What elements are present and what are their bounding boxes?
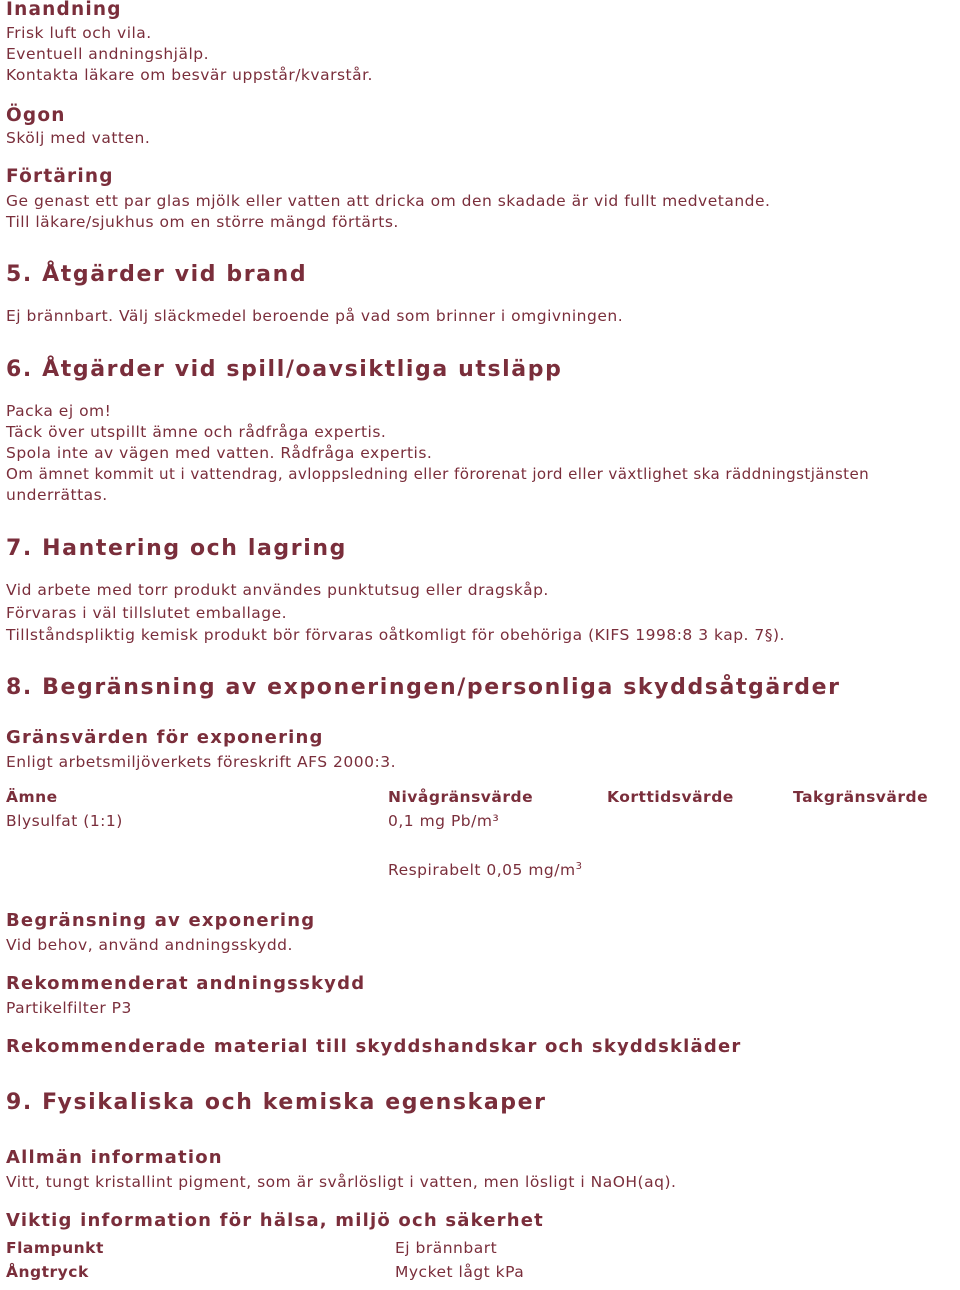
fortaring-heading: Förtäring (6, 166, 114, 187)
section6-line-2: Täck över utspillt ämne och rådfråga expertis. (6, 423, 387, 441)
fortaring-line-1: Ge genast ett par glas mjölk eller vatten att dricka om den skadade är vid fullt medvetande. (6, 192, 771, 210)
ogon-heading: Ögon (6, 105, 66, 126)
section7-line-2: Förvaras i väl tillslutet emballage. (6, 604, 288, 622)
table-header-ceiling: Takgränsvärde (793, 788, 929, 806)
table-header-substance: Ämne (6, 788, 58, 806)
respirable-text: Respirabelt 0,05 mg/m (388, 861, 576, 879)
fortaring-line-2: Till läkare/sjukhus om en större mängd förtärts. (6, 213, 399, 231)
important-heading: Viktig information för hälsa, miljö och säkerhet (6, 1210, 544, 1231)
table-header-short-term: Korttidsvärde (607, 788, 734, 806)
section7-line-3: Tillståndspliktig kemisk produkt bör förvaras oåtkomligt för obehöriga (KIFS 1998:8 3 kap. 7§). (6, 626, 785, 644)
inandning-line-1: Frisk luft och vila. (6, 24, 152, 42)
respiratory-text: Partikelfilter P3 (6, 999, 132, 1017)
section6-line-3: Spola inte av vägen med vatten. Rådfråga expertis. (6, 444, 433, 462)
section7-line-1: Vid arbete med torr produkt användes punktutsug eller dragskåp. (6, 581, 549, 599)
material-heading: Rekommenderade material till skyddshandskar och skyddskläder (6, 1036, 742, 1057)
section6-line-5: underrättas. (6, 486, 108, 504)
section7-heading: 7. Hantering och lagring (6, 536, 347, 561)
respiratory-heading: Rekommenderat andningsskydd (6, 973, 366, 994)
ogon-line-1: Skölj med vatten. (6, 129, 151, 147)
table-cell-level: 0,1 mg Pb/m³ (388, 812, 500, 830)
vapor-pressure-label: Ångtryck (6, 1263, 89, 1281)
exposure-heading: Begränsning av exponering (6, 910, 316, 931)
inandning-heading: Inandning (6, 0, 122, 20)
section5-heading: 5. Åtgärder vid brand (6, 262, 308, 287)
flash-point-value: Ej brännbart (395, 1239, 498, 1257)
table-cell-respirable (388, 860, 582, 880)
section6-line-4: Om ämnet kommit ut i vattendrag, avloppsledning eller förorenat jord eller växtlighet ska räddningstjänsten (6, 465, 870, 483)
flash-point-label: Flampunkt (6, 1239, 104, 1257)
section5-line-1: Ej brännbart. Välj släckmedel beroende på vad som brinner i omgivningen. (6, 307, 624, 325)
limits-heading: Gränsvärden för exponering (6, 727, 324, 748)
table-header-level: Nivågränsvärde (388, 788, 534, 806)
section6-line-1: Packa ej om! (6, 402, 112, 420)
inandning-line-2: Eventuell andningshjälp. (6, 45, 210, 63)
section6-heading: 6. Åtgärder vid spill/oavsiktliga utsläpp (6, 357, 563, 382)
general-text: Vitt, tungt kristallint pigment, som är svårlösligt i vatten, men lösligt i NaOH(aq). (6, 1173, 677, 1191)
respirable-superscript: 3 (575, 860, 583, 872)
exposure-text: Vid behov, använd andningsskydd. (6, 936, 293, 954)
limits-text: Enligt arbetsmiljöverkets föreskrift AFS 2000:3. (6, 753, 396, 771)
section9-heading: 9. Fysikaliska och kemiska egenskaper (6, 1090, 547, 1115)
section8-heading: 8. Begränsning av exponeringen/personliga skyddsåtgärder (6, 675, 841, 700)
inandning-line-3: Kontakta läkare om besvär uppstår/kvarstår. (6, 66, 373, 84)
table-cell-substance: Blysulfat (1:1) (6, 812, 123, 830)
general-heading: Allmän information (6, 1147, 223, 1168)
vapor-pressure-value: Mycket lågt kPa (395, 1263, 525, 1281)
